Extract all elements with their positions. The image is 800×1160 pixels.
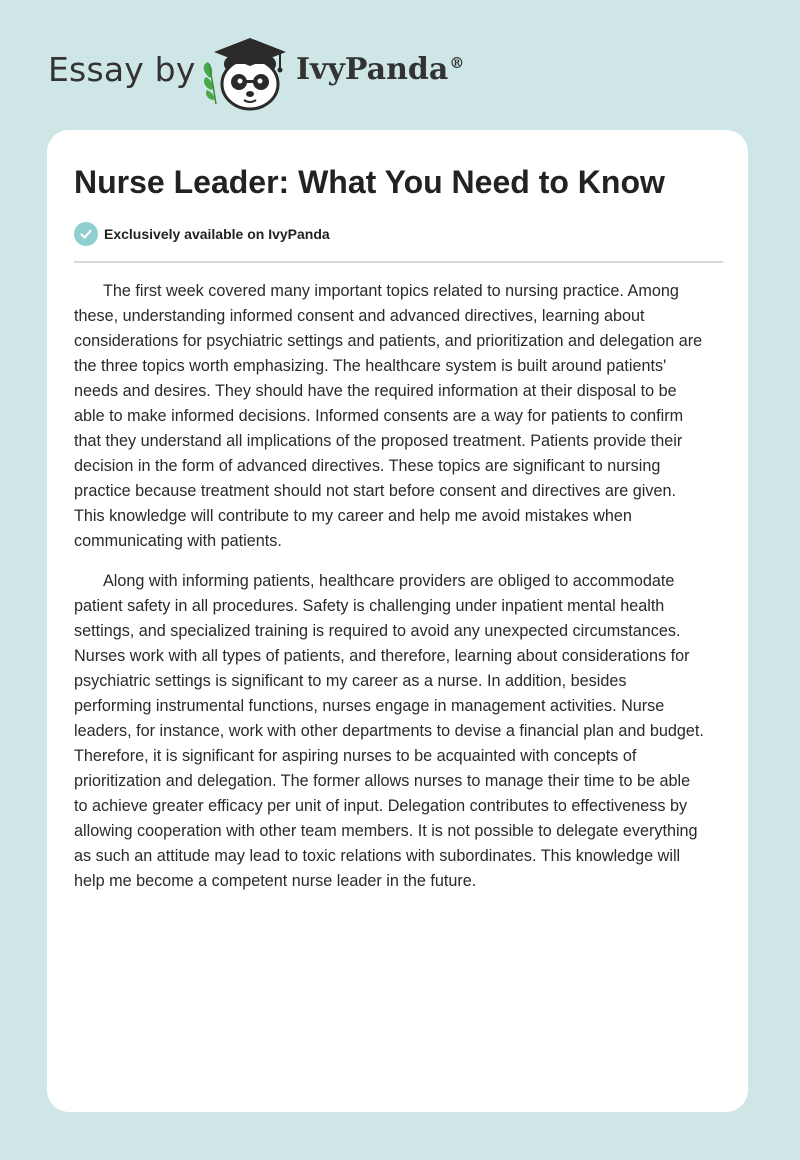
paragraph: The first week covered many important topics related to nursing practice. Among these, understanding informed consent and advanced directives, learning about considerations for psychiatric settings and patients, and prioritization and delegation are the three topics worth emphasizing. The healthcare system is built around patients' needs and desires. They should have the required information at their disposal to be able to make informed decisions. Informed consents are a way for patients to confirm that they understand all implications of the proposed treatment. Patients provide their decision in the form of advanced directives. These topics are significant to nursing practice because treatment should not start before consent and directives are given. This knowledge will contribute to my career and help me avoid mistakes when communicating with patients. — [74, 282, 703, 550]
check-icon — [74, 222, 98, 246]
divider — [74, 261, 723, 263]
page-title: Nurse Leader: What You Need to Know — [74, 164, 665, 200]
paragraph: Along with informing patients, healthcare providers are obliged to accommodate patient safety in all procedures. Safety is challenging under inpatient mental health settings, and specialized training is required to avoid any unexpected circumstances. Nurses work with all types of patients, and therefore, learning about considerations for psychiatric settings is significant to my career as a nurse. In addition, besides performing instrumental functions, nurses engage in management activities. Nurse leaders, for instance, work with other departments to devise a financial plan and budget. Therefore, it is significant for aspiring nurses to be acquainted with concepts of prioritization and delegation. The former allows nurses to manage their time to be able to achieve greater efficacy per unit of input. Delegation contributes to effectiveness by allowing cooperation with other team members. It is not possible to delegate everything as such an attitude may lead to toxic relations with subordinates. This knowledge will help me become a competent nurse leader in the future. — [74, 572, 704, 890]
essay-card — [47, 130, 748, 1112]
essay-by-label: Essay by — [48, 50, 196, 89]
brand-name[interactable]: IvyPanda® — [296, 52, 465, 87]
site-header — [0, 0, 800, 125]
registered-mark: ® — [449, 54, 465, 72]
essay-body — [74, 279, 726, 909]
exclusive-badge-label: Exclusively available on IvyPanda — [104, 226, 330, 242]
exclusive-badge — [74, 221, 330, 247]
panda-logo-icon[interactable] — [200, 34, 296, 112]
